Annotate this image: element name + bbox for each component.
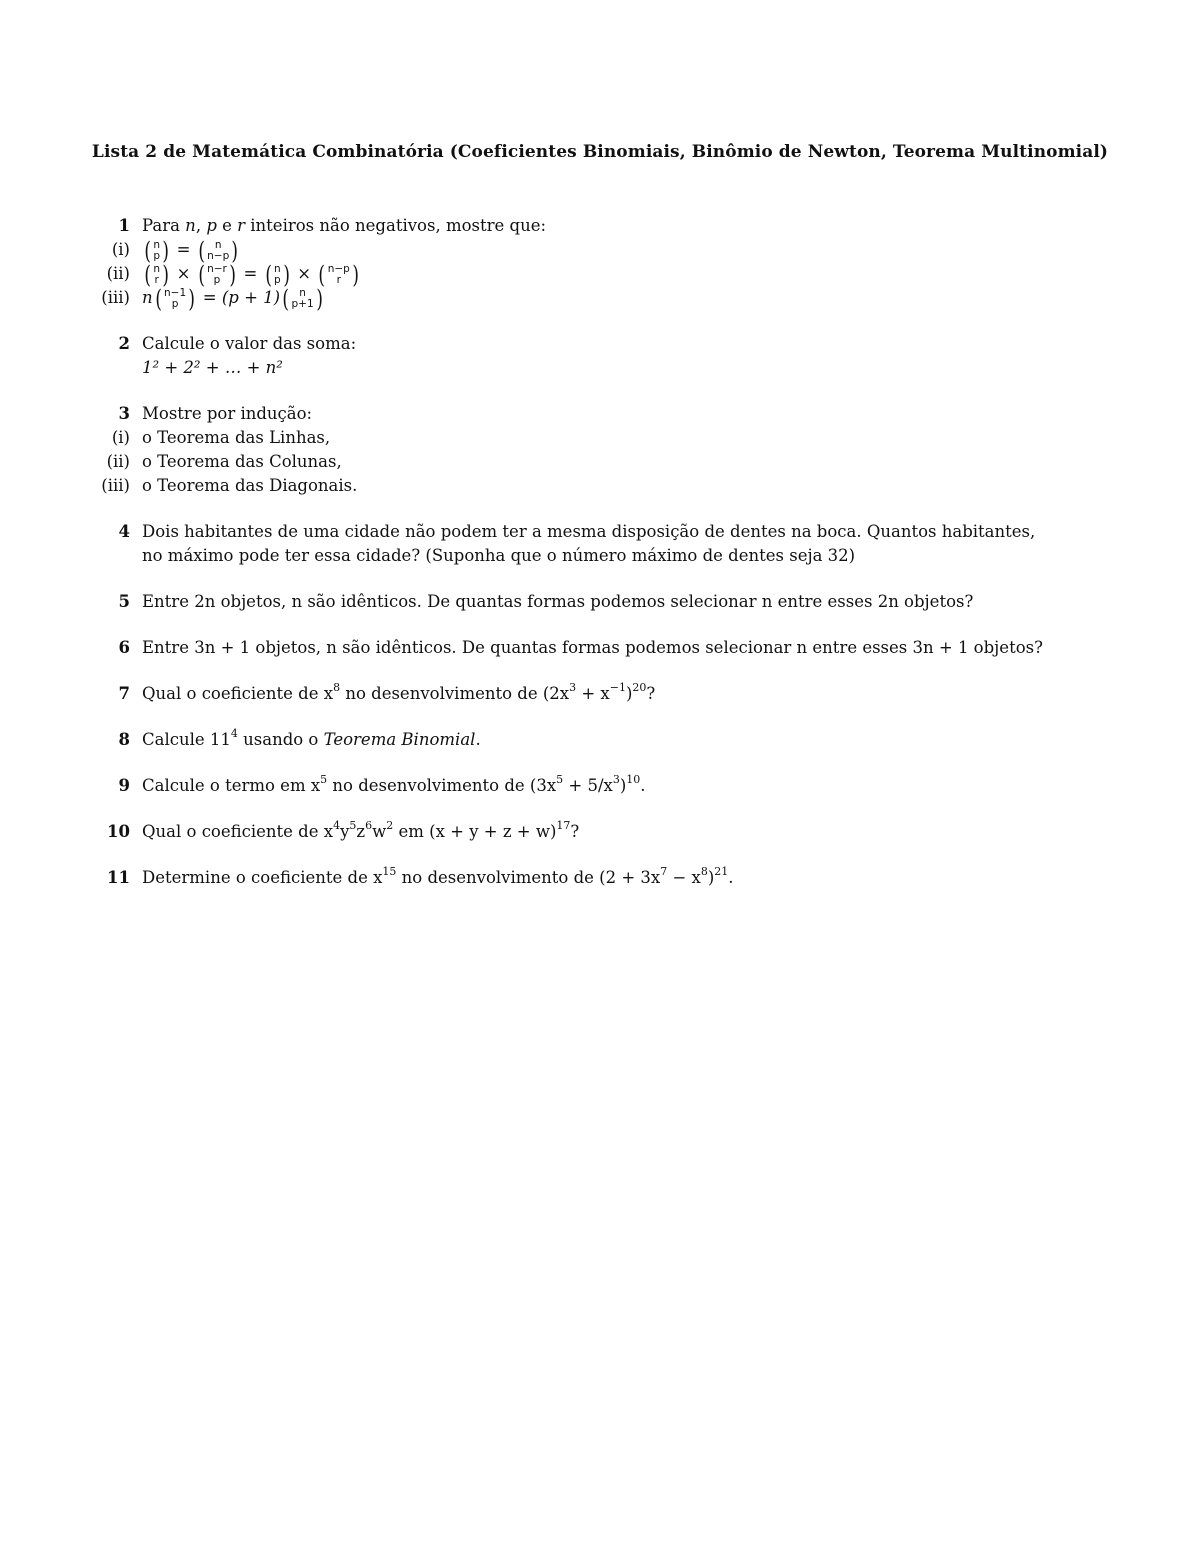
- formula: n ( n−1 p ) = (p + 1) ( n p+1 ): [142, 284, 323, 313]
- problem-2: [0, 332, 1200, 356]
- problem-1-item-ii: [0, 260, 1200, 289]
- problem-number: 4: [118, 522, 130, 541]
- problem-number: 6: [118, 638, 130, 657]
- problem-text: Para n, p e r inteiros não negativos, mostre que:: [142, 216, 547, 235]
- item-label: (i): [111, 428, 130, 447]
- problem-3-item-ii: [0, 450, 1200, 474]
- item-text: o Teorema das Colunas,: [142, 452, 342, 471]
- item-label: (iii): [101, 476, 130, 495]
- binomial: ( n p ): [265, 260, 290, 289]
- problem-number: 1: [118, 216, 130, 235]
- item-text: o Teorema das Diagonais.: [142, 476, 358, 495]
- problem-4: [0, 520, 1200, 544]
- binomial: ( n p+1 ): [282, 284, 323, 313]
- problem-1-item-i: [0, 236, 1200, 265]
- problem-10: [0, 820, 1200, 844]
- item-label: (ii): [106, 452, 130, 471]
- problem-7: [0, 682, 1200, 706]
- problem-text: Calcule o valor das soma:: [142, 334, 357, 353]
- problem-4-cont: [0, 544, 1200, 568]
- problem-text: Qual o coeficiente de $x^4y^5z^6w^2$ em $(x + y + z + w)^{17}$?: [142, 818, 580, 841]
- problem-number: 7: [118, 684, 130, 703]
- binomial: ( n−1 p ): [155, 284, 196, 313]
- problem-8: [0, 728, 1200, 752]
- problem-1: [0, 214, 1200, 238]
- problem-9: [0, 774, 1200, 798]
- item-label: (ii): [106, 264, 130, 283]
- problem-text: Dois habitantes de uma cidade não podem ter a mesma disposição de dentes na boca. Quantos habitantes,: [142, 522, 1036, 541]
- problem-text: Qual o coeficiente de $x^8$ no desenvolvimento de $(2x^3 + x^{-1})^{20}$?: [142, 680, 656, 703]
- problem-text: no máximo pode ter essa cidade? (Suponha que o número máximo de dentes seja 32): [142, 546, 856, 565]
- problem-number: 8: [118, 730, 130, 749]
- problem-number: 11: [107, 868, 130, 887]
- problem-11: [0, 866, 1200, 890]
- problem-5: [0, 590, 1200, 614]
- binomial: ( n n−p ): [198, 236, 239, 265]
- problem-text: Calcule $11^4$ usando o Teorema Binomial.: [142, 726, 481, 749]
- problem-text: Mostre por indução:: [142, 404, 313, 423]
- binomial: ( n r ): [144, 260, 169, 289]
- problem-3: [0, 402, 1200, 426]
- problem-list: [0, 214, 1200, 890]
- problem-number: 3: [118, 404, 130, 423]
- item-label: (i): [111, 240, 130, 259]
- formula: ( n p ) = ( n n−p ): [144, 236, 239, 265]
- problem-text: Determine o coeficiente de $x^{15}$ no desenvolvimento de $(2 + 3x^7 - x^8)^{21}$.: [142, 864, 734, 887]
- problem-3-item-i: [0, 426, 1200, 450]
- formula: ( n r ) × ( n−r p ) = ( n p ) × ( n−p r ): [144, 260, 359, 289]
- problem-number: 5: [118, 592, 130, 611]
- problem-1-item-iii: [0, 284, 1200, 313]
- problem-3-item-iii: [0, 474, 1200, 498]
- problem-number: 10: [107, 822, 130, 841]
- problem-number: 2: [118, 334, 130, 353]
- formula: 1² + 2² + … + n²: [142, 358, 283, 377]
- problem-text: Entre 3n + 1 objetos, n são idênticos. De quantas formas podemos selecionar n entre esses 3n + 1 objetos?: [142, 638, 1043, 657]
- problem-2-formula: [0, 356, 1200, 380]
- binomial: ( n p ): [144, 236, 170, 265]
- binomial: ( n−r p ): [198, 260, 236, 289]
- problem-text: Entre 2n objetos, n são idênticos. De quantas formas podemos selecionar n entre esses 2n objetos?: [142, 592, 974, 611]
- problem-number: 9: [118, 776, 130, 795]
- page-title: Lista 2 de Matemática Combinatória (Coeficientes Binomiais, Binômio de Newton, Teorema Multinomial): [91, 142, 1109, 162]
- binomial: ( n−p r ): [318, 260, 359, 289]
- item-label: (iii): [101, 288, 130, 307]
- problem-text: Calcule o termo em $x^5$ no desenvolvimento de $(3x^5 + 5/x^3)^{10}$.: [142, 772, 646, 795]
- item-text: o Teorema das Linhas,: [142, 428, 331, 447]
- problem-6: [0, 636, 1200, 660]
